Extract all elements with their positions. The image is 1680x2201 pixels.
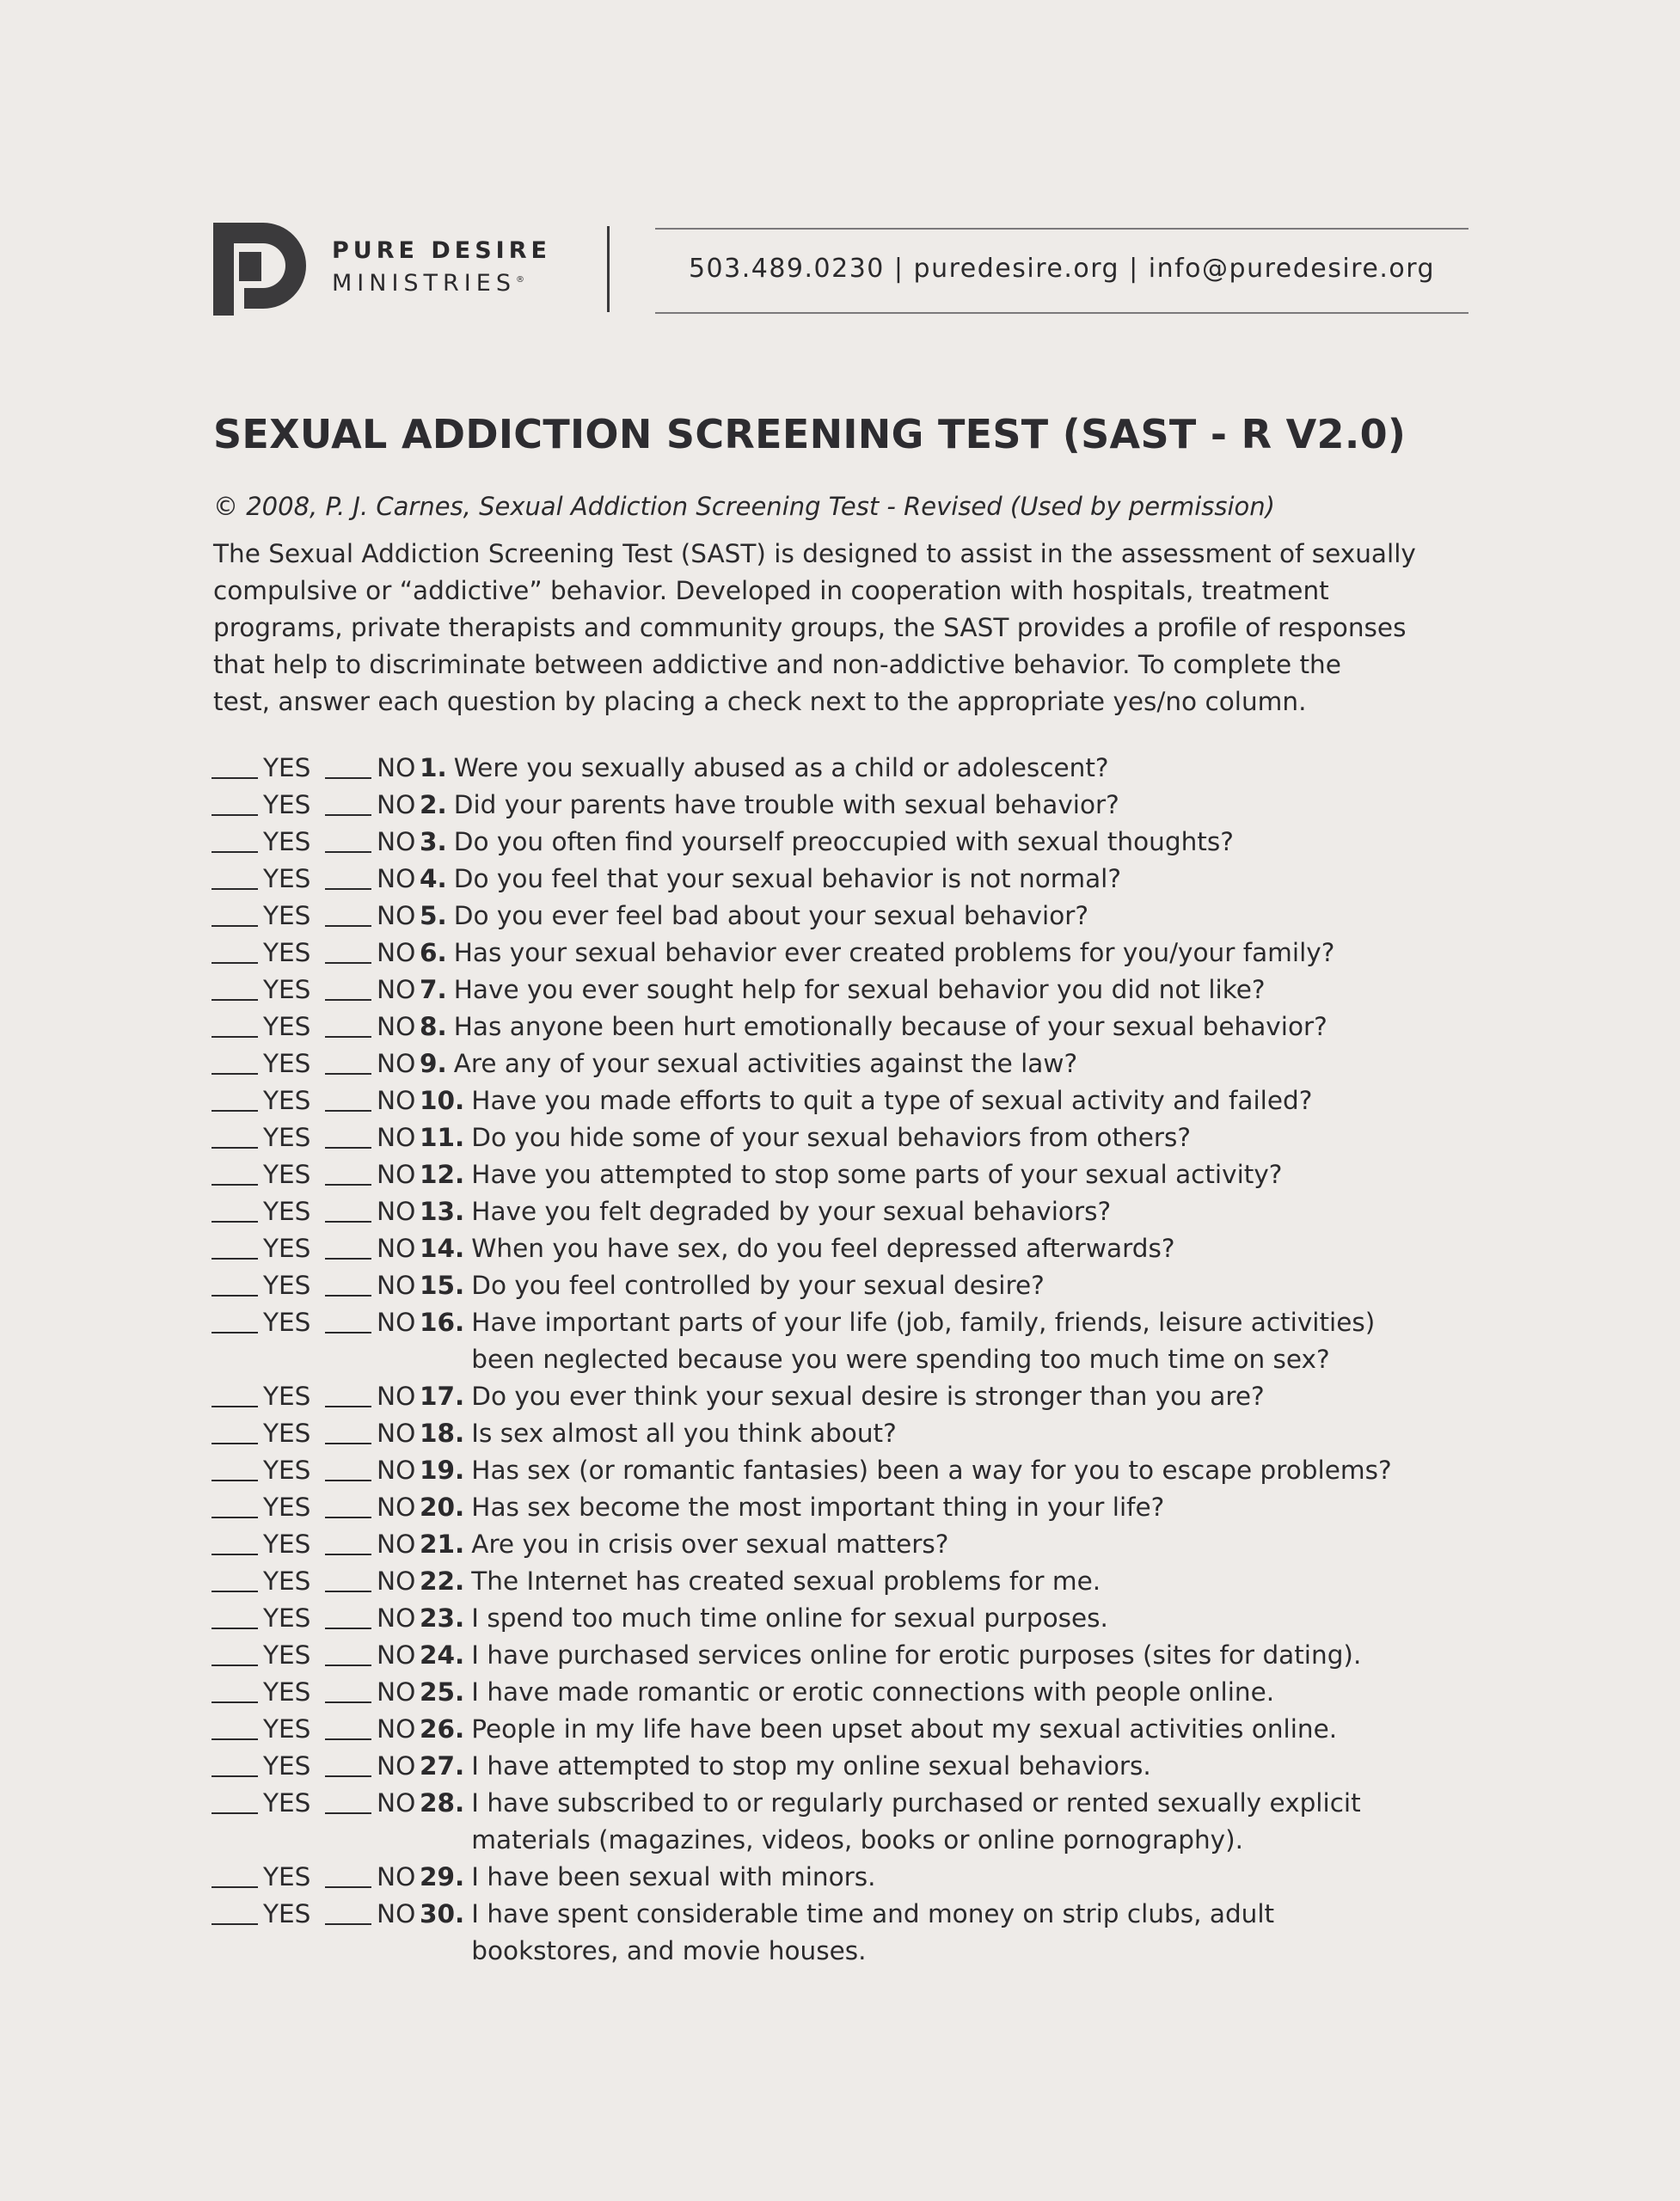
question-row	[212, 1674, 1501, 1711]
intro-line: programs, private therapists and community groups, the SAST provides a profile of responses	[213, 613, 1407, 642]
no-answer-blank[interactable]	[325, 1812, 371, 1814]
question-text	[420, 1785, 1361, 1859]
question-body	[471, 1193, 1111, 1230]
question-list	[212, 750, 1501, 1970]
question-body	[454, 861, 1121, 898]
question-line: Do you feel controlled by your sexual desire?	[471, 1271, 1045, 1300]
no-answer-blank[interactable]	[325, 1591, 371, 1592]
question-line: Have you ever sought help for sexual behavior you did not like?	[453, 975, 1266, 1004]
question-text	[420, 1748, 1151, 1785]
question-number: 9.	[420, 1049, 447, 1078]
no-label: NO	[377, 1049, 416, 1078]
question-number: 26.	[420, 1714, 465, 1744]
no-label: NO	[377, 864, 416, 893]
question-body	[471, 1267, 1045, 1304]
intro-line: The Sexual Addiction Screening Test (SAST) is designed to assist in the assessment of sexually	[213, 539, 1416, 568]
question-body	[471, 1563, 1101, 1600]
question-row	[212, 1637, 1501, 1674]
question-row	[212, 1415, 1501, 1452]
yes-answer-blank[interactable]	[212, 1073, 258, 1075]
question-body	[454, 1009, 1327, 1045]
yes-label: YES	[263, 1566, 311, 1596]
question-number: 14.	[420, 1234, 465, 1263]
question-row	[212, 935, 1501, 972]
question-text	[420, 1674, 1274, 1711]
question-row	[212, 1304, 1501, 1378]
no-answer-blank[interactable]	[325, 925, 371, 927]
yes-answer-blank[interactable]	[212, 1554, 258, 1555]
question-number: 12.	[420, 1160, 465, 1189]
no-label: NO	[377, 1123, 416, 1152]
question-body	[471, 1489, 1164, 1526]
question-number: 11.	[420, 1123, 465, 1152]
question-body	[471, 1859, 875, 1896]
question-line: Has sex become the most important thing in your life?	[471, 1493, 1165, 1522]
question-row	[212, 898, 1501, 935]
yes-answer-blank[interactable]	[212, 1480, 258, 1481]
yes-answer-blank[interactable]	[212, 1775, 258, 1777]
yes-label: YES	[263, 1640, 311, 1670]
question-number: 6.	[420, 938, 447, 967]
no-answer-blank[interactable]	[325, 1073, 371, 1075]
question-body	[471, 1711, 1337, 1748]
no-label: NO	[377, 1788, 416, 1818]
yes-answer-blank[interactable]	[212, 1147, 258, 1149]
question-row	[212, 787, 1501, 824]
no-label: NO	[377, 1603, 416, 1633]
question-line: Has anyone been hurt emotionally because of your sexual behavior?	[453, 1012, 1327, 1041]
question-text	[420, 1267, 1045, 1304]
question-body	[471, 1230, 1174, 1267]
question-line: Do you often find yourself preoccupied with sexual thoughts?	[453, 827, 1234, 856]
no-label: NO	[377, 975, 416, 1004]
yes-label: YES	[263, 790, 311, 819]
no-label: NO	[377, 1530, 416, 1559]
intro-line: test, answer each question by placing a check next to the appropriate yes/no column.	[213, 687, 1307, 716]
question-text	[420, 1304, 1375, 1378]
contact-rule-bottom	[655, 312, 1468, 314]
question-row	[212, 1896, 1501, 1970]
no-label: NO	[377, 827, 416, 856]
no-answer-blank[interactable]	[325, 1923, 371, 1925]
no-label: NO	[377, 1566, 416, 1596]
yes-label: YES	[263, 864, 311, 893]
question-text	[420, 1896, 1274, 1970]
question-number: 1.	[420, 753, 447, 782]
question-body	[454, 972, 1266, 1009]
no-label: NO	[377, 753, 416, 782]
question-row	[212, 1489, 1501, 1526]
question-row	[212, 1600, 1501, 1637]
question-body	[454, 750, 1109, 787]
question-text	[420, 1119, 1191, 1156]
yes-label: YES	[263, 1456, 311, 1485]
yes-label: YES	[263, 1382, 311, 1411]
no-label: NO	[377, 1751, 416, 1781]
yes-label: YES	[263, 1603, 311, 1633]
question-line: I have subscribed to or regularly purchased or rented sexually explicit	[471, 1788, 1361, 1818]
question-body	[471, 1674, 1274, 1711]
question-row	[212, 824, 1501, 861]
intro-paragraph	[213, 536, 1477, 720]
question-body	[471, 1452, 1391, 1489]
question-number: 22.	[420, 1566, 465, 1596]
logo-line-2: MINISTRIES®	[332, 270, 524, 297]
no-label: NO	[377, 1012, 416, 1041]
yes-label: YES	[263, 1530, 311, 1559]
no-answer-blank[interactable]	[325, 1775, 371, 1777]
no-answer-blank[interactable]	[325, 1517, 371, 1518]
question-text	[420, 1563, 1101, 1600]
yes-label: YES	[263, 827, 311, 856]
yes-answer-blank[interactable]	[212, 1665, 258, 1666]
question-line: Do you ever feel bad about your sexual behavior?	[453, 901, 1089, 930]
question-number: 13.	[420, 1197, 465, 1226]
yes-label: YES	[263, 1123, 311, 1152]
question-line: Do you hide some of your sexual behaviors from others?	[471, 1123, 1192, 1152]
no-label: NO	[377, 938, 416, 967]
question-number: 2.	[420, 790, 447, 819]
yes-label: YES	[263, 975, 311, 1004]
yes-answer-blank[interactable]	[212, 962, 258, 964]
yes-answer-blank[interactable]	[212, 1221, 258, 1223]
yes-label: YES	[263, 1271, 311, 1300]
no-label: NO	[377, 1419, 416, 1448]
question-body	[471, 1304, 1375, 1378]
yes-answer-blank[interactable]	[212, 1628, 258, 1629]
no-answer-blank[interactable]	[325, 1480, 371, 1481]
question-row	[212, 1563, 1501, 1600]
no-answer-blank[interactable]	[325, 1701, 371, 1703]
question-body	[471, 1526, 948, 1563]
question-number: 28.	[420, 1788, 465, 1818]
question-line: Is sex almost all you think about?	[471, 1419, 897, 1448]
question-text	[420, 1378, 1265, 1415]
no-label: NO	[377, 1493, 416, 1522]
question-number: 3.	[420, 827, 447, 856]
no-answer-blank[interactable]	[325, 1295, 371, 1297]
no-answer-blank[interactable]	[325, 1258, 371, 1260]
question-line: Are any of your sexual activities against the law?	[453, 1049, 1078, 1078]
yes-label: YES	[263, 1234, 311, 1263]
question-text	[420, 1045, 1077, 1082]
question-line: Have important parts of your life (job, family, friends, leisure activities)	[471, 1308, 1376, 1337]
logo-wordmark	[332, 236, 551, 298]
question-row	[212, 1526, 1501, 1563]
question-text	[420, 1452, 1392, 1489]
question-line: bookstores, and movie houses.	[471, 1936, 867, 1965]
no-answer-blank[interactable]	[325, 1184, 371, 1186]
question-text	[420, 972, 1266, 1009]
question-row	[212, 1267, 1501, 1304]
question-line: Are you in crisis over sexual matters?	[471, 1530, 949, 1559]
question-row	[212, 1748, 1501, 1785]
no-label: NO	[377, 1197, 416, 1226]
copyright-line: © 2008, P. J. Carnes, Sexual Addiction Screening Test - Revised (Used by permission)	[213, 492, 1275, 521]
question-text	[420, 750, 1109, 787]
no-label: NO	[377, 790, 416, 819]
yes-answer-blank[interactable]	[212, 1332, 258, 1333]
intro-line: that help to discriminate between addictive and non-addictive behavior. To complete the	[213, 650, 1341, 679]
no-answer-blank[interactable]	[325, 962, 371, 964]
question-body	[471, 1748, 1151, 1785]
yes-label: YES	[263, 1160, 311, 1189]
yes-label: YES	[263, 1197, 311, 1226]
contact-info: 503.489.0230 | puredesire.org | info@puredesire.org	[688, 254, 1436, 284]
question-body	[454, 787, 1119, 824]
yes-label: YES	[263, 1419, 311, 1448]
no-answer-blank[interactable]	[325, 1886, 371, 1888]
question-line: Have you attempted to stop some parts of your sexual activity?	[471, 1160, 1283, 1189]
yes-answer-blank[interactable]	[212, 888, 258, 890]
question-body	[471, 1378, 1264, 1415]
no-answer-blank[interactable]	[325, 851, 371, 853]
yes-answer-blank[interactable]	[212, 1036, 258, 1038]
no-answer-blank[interactable]	[325, 777, 371, 779]
question-text	[420, 1859, 876, 1896]
question-text	[420, 898, 1088, 935]
yes-answer-blank[interactable]	[212, 1591, 258, 1592]
question-line: People in my life have been upset about my sexual activities online.	[471, 1714, 1338, 1744]
question-body	[471, 1156, 1282, 1193]
yes-answer-blank[interactable]	[212, 1184, 258, 1186]
yes-answer-blank[interactable]	[212, 851, 258, 853]
question-row	[212, 1859, 1501, 1896]
question-number: 18.	[420, 1419, 465, 1448]
question-number: 24.	[420, 1640, 465, 1670]
question-number: 16.	[420, 1308, 465, 1337]
question-row	[212, 1082, 1501, 1119]
question-row	[212, 1045, 1501, 1082]
question-line: Did your parents have trouble with sexual behavior?	[453, 790, 1119, 819]
yes-answer-blank[interactable]	[212, 1443, 258, 1444]
page-title: SEXUAL ADDICTION SCREENING TEST (SAST - R V2.0)	[213, 411, 1407, 457]
question-row	[212, 1119, 1501, 1156]
question-body	[471, 1896, 1274, 1970]
no-answer-blank[interactable]	[325, 1406, 371, 1407]
no-answer-blank[interactable]	[325, 1147, 371, 1149]
yes-label: YES	[263, 1788, 311, 1818]
question-row	[212, 1193, 1501, 1230]
question-number: 15.	[420, 1271, 465, 1300]
question-body	[471, 1637, 1361, 1674]
question-number: 17.	[420, 1382, 465, 1411]
question-row	[212, 750, 1501, 787]
yes-label: YES	[263, 1677, 311, 1707]
no-answer-blank[interactable]	[325, 814, 371, 816]
intro-line: compulsive or “addictive” behavior. Developed in cooperation with hospitals, treatment	[213, 576, 1329, 605]
yes-answer-blank[interactable]	[212, 999, 258, 1001]
question-number: 7.	[420, 975, 447, 1004]
question-body	[454, 1045, 1077, 1082]
no-label: NO	[377, 1086, 416, 1115]
question-text	[420, 824, 1234, 861]
yes-label: YES	[263, 1862, 311, 1891]
yes-label: YES	[263, 1012, 311, 1041]
question-text	[420, 1711, 1337, 1748]
question-row	[212, 1230, 1501, 1267]
question-text	[420, 1489, 1164, 1526]
question-line: I have spent considerable time and money on strip clubs, adult	[471, 1899, 1275, 1928]
question-body	[454, 824, 1234, 861]
question-number: 30.	[420, 1899, 465, 1928]
question-body	[471, 1119, 1191, 1156]
question-body	[471, 1082, 1312, 1119]
question-row	[212, 1711, 1501, 1748]
no-answer-blank[interactable]	[325, 1443, 371, 1444]
yes-label: YES	[263, 1899, 311, 1928]
pure-desire-logo-icon	[213, 223, 310, 316]
yes-answer-blank[interactable]	[212, 777, 258, 779]
no-label: NO	[377, 1382, 416, 1411]
no-label: NO	[377, 1160, 416, 1189]
question-text	[420, 861, 1121, 898]
registered-mark: ®	[515, 275, 524, 285]
question-body	[471, 1415, 896, 1452]
question-row	[212, 1009, 1501, 1045]
header-divider	[607, 226, 610, 312]
question-line: When you have sex, do you feel depressed afterwards?	[471, 1234, 1175, 1263]
yes-label: YES	[263, 1086, 311, 1115]
yes-label: YES	[263, 938, 311, 967]
question-text	[420, 1193, 1111, 1230]
question-body	[471, 1785, 1360, 1859]
question-number: 5.	[420, 901, 447, 930]
question-line: I have made romantic or erotic connections with people online.	[471, 1677, 1275, 1707]
yes-answer-blank[interactable]	[212, 1812, 258, 1814]
question-row	[212, 972, 1501, 1009]
question-row	[212, 1156, 1501, 1193]
question-row	[212, 1785, 1501, 1859]
question-body	[454, 935, 1335, 972]
yes-answer-blank[interactable]	[212, 1923, 258, 1925]
yes-answer-blank[interactable]	[212, 1886, 258, 1888]
no-answer-blank[interactable]	[325, 1036, 371, 1038]
yes-label: YES	[263, 1751, 311, 1781]
contact-rule-top	[655, 228, 1468, 230]
question-line: I have been sexual with minors.	[471, 1862, 876, 1891]
question-line: Has your sexual behavior ever created problems for you/your family?	[453, 938, 1335, 967]
letterhead	[212, 219, 1468, 318]
logo-line-1: PURE DESIRE	[332, 237, 551, 264]
question-line: materials (magazines, videos, books or online pornography).	[471, 1825, 1244, 1855]
no-label: NO	[377, 1899, 416, 1928]
yes-answer-blank[interactable]	[212, 1295, 258, 1297]
yes-answer-blank[interactable]	[212, 1406, 258, 1407]
question-line: I spend too much time online for sexual purposes.	[471, 1603, 1108, 1633]
question-row	[212, 861, 1501, 898]
question-number: 27.	[420, 1751, 465, 1781]
question-body	[454, 898, 1088, 935]
no-answer-blank[interactable]	[325, 1554, 371, 1555]
question-text	[420, 1009, 1327, 1045]
question-number: 4.	[420, 864, 447, 893]
question-number: 23.	[420, 1603, 465, 1633]
question-text	[420, 1230, 1174, 1267]
yes-answer-blank[interactable]	[212, 925, 258, 927]
no-label: NO	[377, 1456, 416, 1485]
question-text	[420, 1082, 1312, 1119]
question-line: been neglected because you were spending too much time on sex?	[471, 1345, 1330, 1374]
question-body	[471, 1600, 1108, 1637]
question-number: 19.	[420, 1456, 465, 1485]
question-number: 25.	[420, 1677, 465, 1707]
yes-label: YES	[263, 1493, 311, 1522]
no-answer-blank[interactable]	[325, 1110, 371, 1112]
yes-answer-blank[interactable]	[212, 1738, 258, 1740]
question-text	[420, 1156, 1282, 1193]
no-label: NO	[377, 1271, 416, 1300]
question-number: 10.	[420, 1086, 465, 1115]
yes-label: YES	[263, 1714, 311, 1744]
question-row	[212, 1378, 1501, 1415]
question-line: Have you felt degraded by your sexual behaviors?	[471, 1197, 1112, 1226]
question-text	[420, 1637, 1361, 1674]
question-line: Were you sexually abused as a child or adolescent?	[453, 753, 1109, 782]
no-answer-blank[interactable]	[325, 1221, 371, 1223]
no-answer-blank[interactable]	[325, 888, 371, 890]
no-answer-blank[interactable]	[325, 1332, 371, 1333]
yes-answer-blank[interactable]	[212, 1258, 258, 1260]
no-answer-blank[interactable]	[325, 999, 371, 1001]
no-label: NO	[377, 1677, 416, 1707]
no-answer-blank[interactable]	[325, 1628, 371, 1629]
no-answer-blank[interactable]	[325, 1665, 371, 1666]
question-text	[420, 935, 1334, 972]
no-label: NO	[377, 901, 416, 930]
no-label: NO	[377, 1640, 416, 1670]
question-number: 8.	[420, 1012, 447, 1041]
yes-answer-blank[interactable]	[212, 1701, 258, 1703]
question-line: Have you made efforts to quit a type of sexual activity and failed?	[471, 1086, 1313, 1115]
no-label: NO	[377, 1308, 416, 1337]
no-label: NO	[377, 1862, 416, 1891]
question-text	[420, 787, 1119, 824]
yes-answer-blank[interactable]	[212, 1110, 258, 1112]
question-number: 29.	[420, 1862, 465, 1891]
question-line: Has sex (or romantic fantasies) been a way for you to escape problems?	[471, 1456, 1392, 1485]
yes-label: YES	[263, 1049, 311, 1078]
no-label: NO	[377, 1234, 416, 1263]
question-text	[420, 1600, 1108, 1637]
question-number: 20.	[420, 1493, 465, 1522]
yes-label: YES	[263, 1308, 311, 1337]
question-text	[420, 1526, 948, 1563]
question-line: Do you feel that your sexual behavior is not normal?	[453, 864, 1122, 893]
yes-label: YES	[263, 901, 311, 930]
question-text	[420, 1415, 897, 1452]
question-line: I have attempted to stop my online sexual behaviors.	[471, 1751, 1151, 1781]
yes-label: YES	[263, 753, 311, 782]
yes-answer-blank[interactable]	[212, 814, 258, 816]
question-line: Do you ever think your sexual desire is stronger than you are?	[471, 1382, 1265, 1411]
question-line: I have purchased services online for erotic purposes (sites for dating).	[471, 1640, 1362, 1670]
no-label: NO	[377, 1714, 416, 1744]
question-number: 21.	[420, 1530, 465, 1559]
no-answer-blank[interactable]	[325, 1738, 371, 1740]
question-row	[212, 1452, 1501, 1489]
question-line: The Internet has created sexual problems for me.	[471, 1566, 1101, 1596]
yes-answer-blank[interactable]	[212, 1517, 258, 1518]
